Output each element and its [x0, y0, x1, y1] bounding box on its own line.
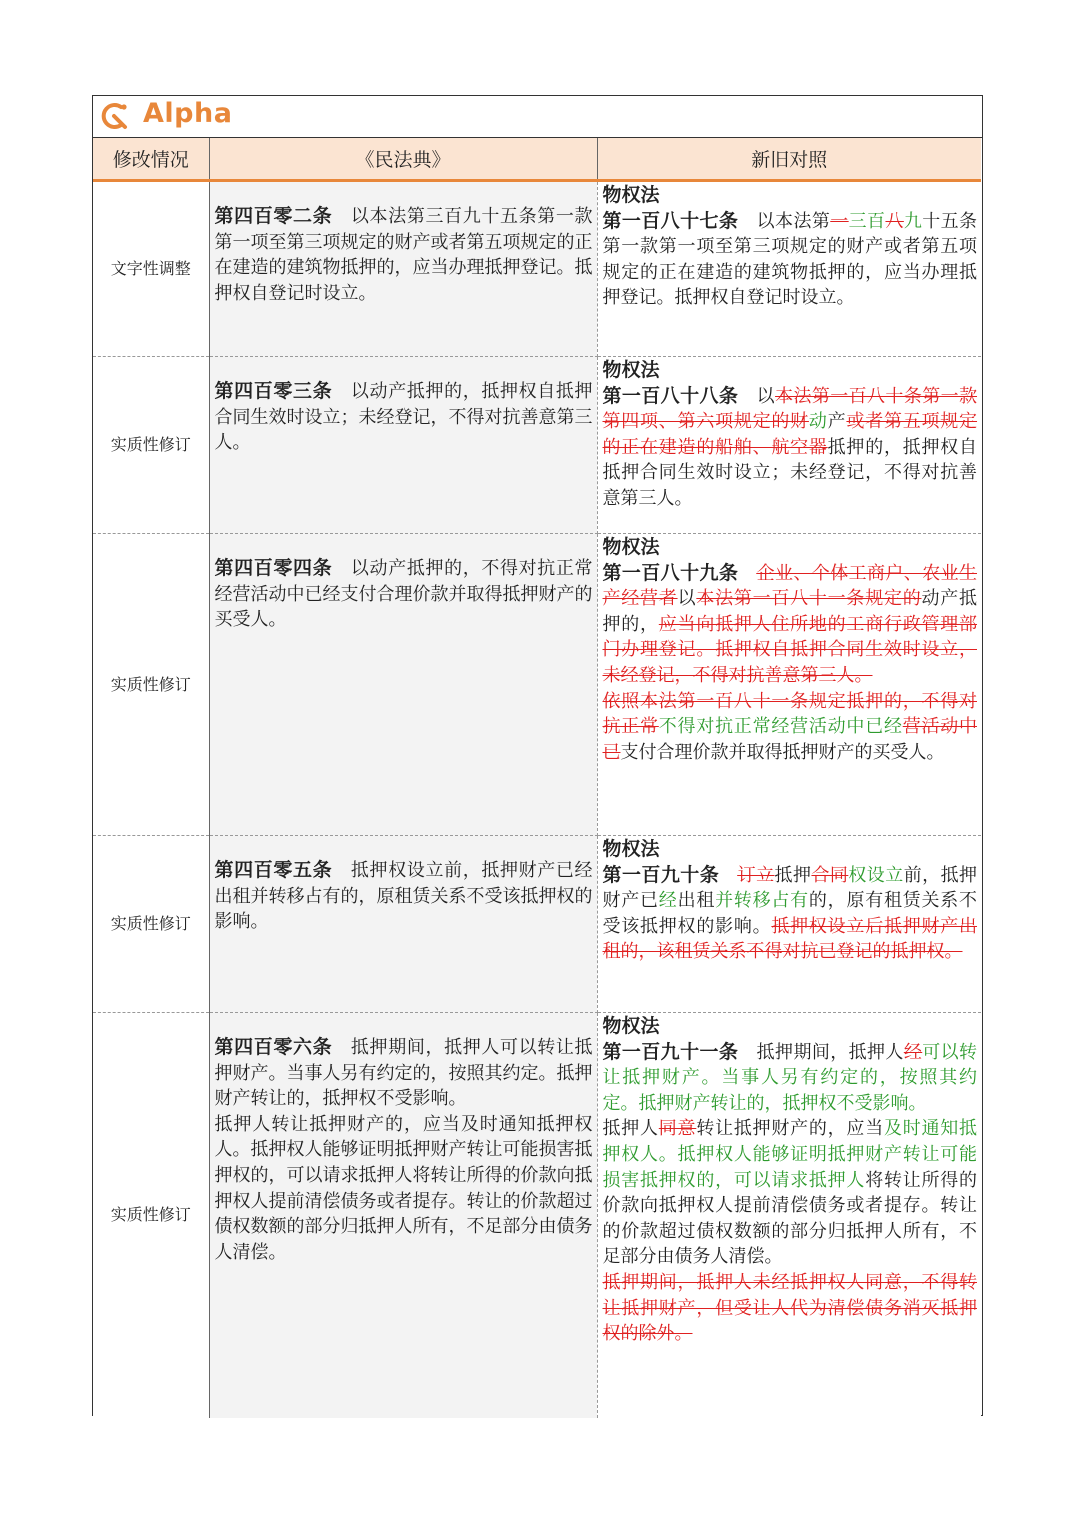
seg-kept: 出租 [677, 890, 716, 912]
seg-kept: 动产抵押的， [602, 588, 978, 635]
seg-kept: 转让抵押财产的，应当 [696, 1118, 884, 1140]
seg-added: 并转移占有 [715, 890, 809, 912]
law-name: 物权法 [602, 359, 660, 381]
article-number: 第四百零五条 [214, 859, 333, 881]
article-number: 第一百八十九条 [602, 561, 739, 584]
article-text: 以动产抵押的，抵押权自抵押合同生效时设立；未经登记，不得对抗善意第三人。 [214, 381, 593, 454]
seg-added: 权设立 [848, 864, 904, 886]
law-name: 物权法 [602, 184, 660, 206]
table-row [93, 357, 981, 534]
comparison-document [92, 95, 983, 1416]
article-number: 第一百九十条 [602, 863, 720, 886]
seg-kept: 十五条第一款第一项至第三项规定的财产或者第五项规定的正在建造的建筑物抵押的，应当办理抵押登记。抵押权自登记时设立。 [602, 210, 978, 309]
article-number: 第一百八十七条 [602, 209, 739, 232]
article-text: 抵押人转让抵押财产的，应当及时通知抵押权人。抵押权人能够证明抵押财产转让可能损害抵押权的，可以请求抵押人将转让所得的价款向抵押权人提前清偿债务或者提存。转让的价款超过债权数额的部分归抵押人所有，不足部分由债务人清偿。 [214, 1113, 593, 1263]
seg-kept: 前，抵押财产已 [602, 864, 978, 912]
category-cell: 实质性修订 [93, 357, 209, 534]
seg-kept: 以本法第 [756, 210, 831, 232]
civil-code-cell [209, 534, 597, 836]
header-comparison: 新旧对照 [597, 138, 981, 181]
seg-kept: 支付合理价款并取得抵押财产的买受人。 [620, 741, 945, 763]
article-number: 第四百零六条 [214, 1036, 333, 1058]
seg-deleted: 一 [830, 210, 849, 232]
seg-added: 经 [658, 890, 678, 912]
seg-kept: 抵押 [774, 864, 812, 886]
alpha-logo-icon [99, 101, 129, 131]
seg-deleted: 同意 [658, 1118, 697, 1140]
article-number: 第四百零二条 [214, 205, 333, 227]
old-law-cell [597, 836, 981, 1013]
seg-kept: 以 [677, 588, 697, 610]
article-text: 以动产抵押的，不得对抗正常经营活动中已经支付合理价款并取得抵押财产的买受人。 [214, 558, 593, 631]
table-row [93, 836, 981, 1013]
article-text: 抵押权设立前，抵押财产已经出租并转移占有的，原租赁关系不受该抵押权的影响。 [214, 860, 593, 933]
article-number: 第四百零四条 [214, 557, 333, 579]
seg-kept: 抵押期间，抵押人 [756, 1041, 904, 1063]
article-number: 第一百八十八条 [602, 384, 739, 407]
seg-deleted: 营活动中已 [602, 716, 978, 763]
seg-deleted: 合同 [811, 864, 849, 886]
seg-added: 三百 [848, 210, 886, 232]
seg-deleted: 依照本法第一百八十一条规定抵押的，不得对抗正常 [602, 690, 977, 738]
category-cell: 实质性修订 [93, 1013, 209, 1418]
article-number: 第四百零三条 [214, 380, 333, 402]
law-name: 物权法 [602, 838, 660, 860]
seg-kept: 以 [756, 385, 776, 407]
old-law-cell [597, 1013, 981, 1418]
civil-code-cell [209, 1013, 597, 1418]
table-row [93, 1013, 981, 1418]
seg-added: 及时通知抵押权人。抵押权人能够证明抵押财产转让可能损害抵押权的，可以请求抵押人 [602, 1118, 978, 1191]
seg-deleted: 八 [885, 210, 904, 232]
seg-added: 可以转让抵押财产。当事人另有约定的，按照其约定。抵押财产转让的，抵押权不受影响。 [602, 1041, 978, 1114]
article-text: 抵押期间，抵押人可以转让抵押财产。当事人另有约定的，按照其约定。抵押财产转让的，抵押权不受影响。 [214, 1037, 593, 1110]
seg-deleted: 经 [903, 1041, 923, 1063]
seg-added: 动 [808, 411, 828, 433]
seg-deleted: 订立 [737, 864, 775, 886]
brand-header [93, 96, 982, 138]
table-row [93, 181, 981, 357]
seg-deleted: 本法第一百八十一条规定的 [696, 588, 922, 610]
seg-deleted: 或者第五项规定的正在建造的船舶、航空器 [602, 411, 978, 458]
category-cell: 实质性修订 [93, 836, 209, 1013]
table-row [93, 534, 981, 836]
brand-name: Alpha [143, 98, 233, 129]
seg-deleted: 抵押期间，抵押人未经抵押权人同意，不得转让抵押财产，但受让人代为清偿债务消灭抵押权的除外。 [602, 1271, 977, 1345]
civil-code-cell [209, 836, 597, 1013]
seg-kept: 的，原有租赁关系不受该抵押权的影响。 [602, 890, 978, 937]
table-header-row [93, 138, 981, 181]
seg-added: 九 [903, 210, 923, 232]
civil-code-cell [209, 357, 597, 534]
seg-kept: 抵押人 [602, 1118, 659, 1140]
seg-deleted: 本法第一百八十条第一款第四项、第六项规定的财 [602, 385, 978, 433]
law-name: 物权法 [602, 1015, 660, 1037]
article-text: 以本法第三百九十五条第一款第一项至第三项规定的财产或者第五项规定的正在建造的建筑物抵押的，应当办理抵押登记。抵押权自登记时设立。 [214, 206, 593, 304]
old-law-cell [597, 357, 981, 534]
header-civil-code: 《民法典》 [209, 138, 597, 181]
seg-added: 不得对抗正常经营活动中已经 [658, 716, 903, 738]
article-number: 第一百九十一条 [602, 1040, 739, 1063]
seg-deleted: 抵押权设立后抵押财产出租的，该租赁关系不得对抗已登记的抵押权。 [602, 915, 978, 963]
category-cell: 文字性调整 [93, 181, 209, 357]
law-name: 物权法 [602, 536, 660, 558]
seg-kept: 将转让所得的价款向抵押权人提前清偿债务或者提存。转让的价款超过债权数额的部分归抵押人所有，不足部分由债务人清偿。 [602, 1169, 978, 1268]
seg-kept: 抵押的，抵押权自抵押合同生效时设立；未经登记，不得对抗善意第三人。 [602, 436, 978, 509]
old-law-cell [597, 181, 981, 357]
old-law-cell [597, 534, 981, 836]
seg-deleted: 企业、个体工商户、农业生产经营者 [602, 562, 977, 610]
seg-kept: 产 [827, 411, 847, 433]
civil-code-cell [209, 181, 597, 357]
seg-deleted: 应当向抵押人住所地的工商行政管理部门办理登记。抵押权自抵押合同生效时设立，未经登记，不得对抗善意第三人。 [602, 613, 978, 686]
comparison-table [93, 138, 981, 1418]
header-category: 修改情况 [93, 138, 209, 181]
category-cell: 实质性修订 [93, 534, 209, 836]
